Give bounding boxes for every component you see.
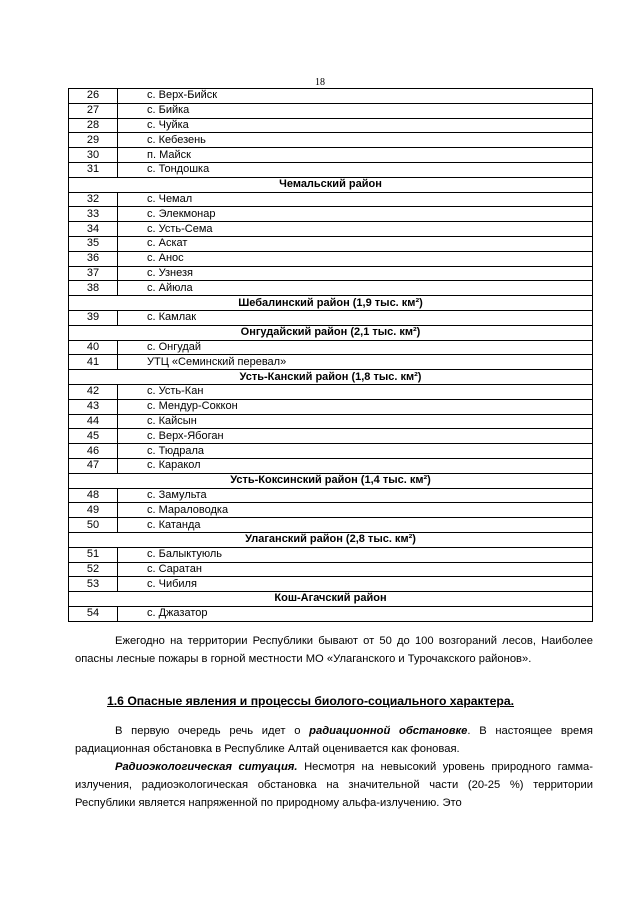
table-row: [69, 236, 593, 251]
page-number: 18: [315, 77, 325, 88]
settlement-name: с. Усть-Сема: [118, 222, 593, 237]
paragraph-radioecology-post: Несмотря на невысокий уровень природного гамма-излучения, радиоэкологическая обстановка на значительной части (20-25 %) территории Республики является напряженной по природному альфа-излучению. Это: [75, 761, 594, 809]
table-row: [69, 444, 593, 459]
settlement-name: с. Кайсын: [118, 414, 593, 429]
table-row: [69, 266, 593, 281]
table-row: [69, 577, 593, 592]
settlement-name: с. Узнезя: [118, 266, 593, 281]
paragraph-fires: Ежегодно на территории Республики бывают от 50 до 100 возгораний лесов, Наиболее опасны лесные пожары в горной местности МО «Улаганского и Турочакского районов».: [75, 635, 593, 665]
table-row: [69, 503, 593, 518]
settlement-name: с. Катанда: [118, 518, 593, 533]
district-name: Усть-Коксинский район (1,4 тыс. км²): [69, 473, 593, 488]
table-row: [69, 414, 593, 429]
settlement-name: с. Верх-Ябоган: [118, 429, 593, 444]
row-number: 37: [69, 266, 118, 281]
settlement-name: с. Мараловодка: [118, 503, 593, 518]
row-number: 27: [69, 103, 118, 118]
row-number: 32: [69, 192, 118, 207]
table-row: [69, 518, 593, 533]
district-header-row: [69, 296, 593, 311]
settlement-name: с. Чуйка: [118, 118, 593, 133]
settlement-name: с. Джазатор: [118, 606, 593, 621]
row-number: 26: [69, 89, 118, 104]
paragraph-radioecology-emphasis: Радиоэкологическая ситуация.: [115, 761, 298, 773]
row-number: 38: [69, 281, 118, 296]
table-row: [69, 207, 593, 222]
settlement-name: с. Элекмонар: [118, 207, 593, 222]
table-row: [69, 547, 593, 562]
table-row: [69, 606, 593, 621]
row-number: 50: [69, 518, 118, 533]
settlement-name: с. Тюдрала: [118, 444, 593, 459]
row-number: 31: [69, 162, 118, 177]
table-row: [69, 562, 593, 577]
district-name: Шебалинский район (1,9 тыс. км²): [69, 296, 593, 311]
district-name: Улаганский район (2,8 тыс. км²): [69, 532, 593, 547]
settlement-name: с. Аскат: [118, 236, 593, 251]
row-number: 40: [69, 340, 118, 355]
settlement-name: с. Каракол: [118, 458, 593, 473]
settlement-name: с. Камлак: [118, 310, 593, 325]
table-row: [69, 133, 593, 148]
district-header-row: [69, 532, 593, 547]
district-header-row: [69, 473, 593, 488]
district-name: Онгудайский район (2,1 тыс. км²): [69, 325, 593, 340]
row-number: 54: [69, 606, 118, 621]
row-number: 39: [69, 310, 118, 325]
settlement-name: с. Мендур-Соккон: [118, 399, 593, 414]
table-row: [69, 340, 593, 355]
settlement-name: с. Тондошка: [118, 162, 593, 177]
settlement-name: УТЦ «Семинский перевал»: [118, 355, 593, 370]
district-header-row: [69, 177, 593, 192]
paragraph-radioecology: [75, 758, 593, 812]
settlement-name: с. Анос: [118, 251, 593, 266]
table-row: [69, 251, 593, 266]
table-row: [69, 488, 593, 503]
table-row: [69, 281, 593, 296]
row-number: 52: [69, 562, 118, 577]
table-row: [69, 429, 593, 444]
settlement-name: с. Кебезень: [118, 133, 593, 148]
settlement-name: с. Верх-Бийск: [118, 89, 593, 104]
paragraph-radiation-emphasis: радиационной обстановке: [309, 725, 468, 737]
district-header-row: [69, 325, 593, 340]
row-number: 44: [69, 414, 118, 429]
section-heading: 1.6 Опасные явления и процессы биолого-социального характера.: [107, 694, 515, 708]
row-number: 49: [69, 503, 118, 518]
row-number: 48: [69, 488, 118, 503]
row-number: 35: [69, 236, 118, 251]
row-number: 34: [69, 222, 118, 237]
paragraph-radiation-post: . В настоящее время радиационная обстановка в Республике Алтай оценивается как фоновая.: [75, 725, 593, 755]
row-number: 30: [69, 148, 118, 163]
row-number: 33: [69, 207, 118, 222]
settlement-name: п. Майск: [118, 148, 593, 163]
row-number: 45: [69, 429, 118, 444]
table-row: [69, 222, 593, 237]
paragraph-radiation: [75, 722, 593, 758]
settlement-name: с. Бийка: [118, 103, 593, 118]
row-number: 42: [69, 384, 118, 399]
settlement-name: с. Чибиля: [118, 577, 593, 592]
row-number: 43: [69, 399, 118, 414]
table-row: [69, 384, 593, 399]
row-number: 29: [69, 133, 118, 148]
district-header-row: [69, 370, 593, 385]
settlement-name: с. Замульта: [118, 488, 593, 503]
district-header-row: [69, 592, 593, 607]
row-number: 46: [69, 444, 118, 459]
settlement-name: с. Айюла: [118, 281, 593, 296]
table-row: [69, 162, 593, 177]
settlement-name: с. Чемал: [118, 192, 593, 207]
row-number: 36: [69, 251, 118, 266]
settlement-name: с. Балыктуюль: [118, 547, 593, 562]
table-row: [69, 118, 593, 133]
district-name: Кош-Агачский район: [69, 592, 593, 607]
row-number: 53: [69, 577, 118, 592]
row-number: 28: [69, 118, 118, 133]
table-row: [69, 148, 593, 163]
row-number: 47: [69, 458, 118, 473]
settlements-table: [68, 88, 593, 622]
table-row: [69, 192, 593, 207]
table-row: [69, 103, 593, 118]
settlement-name: с. Онгудай: [118, 340, 593, 355]
row-number: 51: [69, 547, 118, 562]
row-number: 41: [69, 355, 118, 370]
settlement-name: с. Усть-Кан: [118, 384, 593, 399]
table-row: [69, 89, 593, 104]
table-row: [69, 458, 593, 473]
settlement-name: с. Саратан: [118, 562, 593, 577]
table-row: [69, 355, 593, 370]
table-row: [69, 310, 593, 325]
district-name: Чемальский район: [69, 177, 593, 192]
paragraph-radiation-pre: В первую очередь речь идет о: [115, 725, 310, 737]
district-name: Усть-Канский район (1,8 тыс. км²): [69, 370, 593, 385]
table-row: [69, 399, 593, 414]
